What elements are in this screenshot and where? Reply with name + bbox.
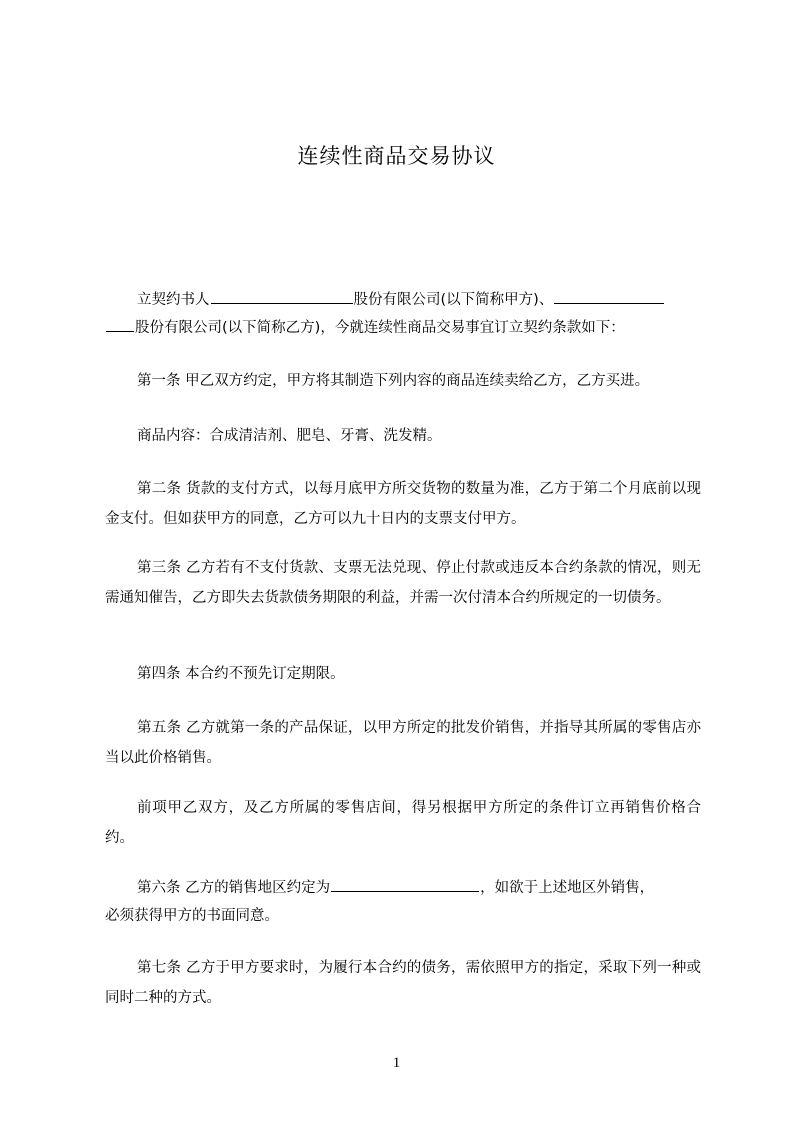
article-5-note: 前项甲乙双方，及乙方所属的零售店间，得另根据甲方所定的条件订立再销售价格合约。 xyxy=(105,800,701,846)
party-b-blank-1 xyxy=(554,289,664,304)
intro-part-1: 立契约书人 xyxy=(137,292,210,308)
article-6-part-1: 第六条 乙方的销售地区约定为 xyxy=(137,880,331,896)
document-title: 连续性商品交易协议 xyxy=(297,144,496,168)
intro-line-2 xyxy=(105,313,701,343)
article-2: 第二条 货款的支付方式，以每月底甲方所交货物的数量为准，乙方于第二个月底前以现金支付。但如获甲方的同意，乙方可以九十日内的支票支付甲方。 xyxy=(105,481,701,527)
article-4: 第四条 本合约不预先订定期限。 xyxy=(137,666,345,682)
goods-content: 商品内容：合成清洁剂、肥皂、牙膏、洗发精。 xyxy=(137,428,442,444)
party-a-blank xyxy=(211,289,353,304)
party-b-blank-2 xyxy=(106,317,134,332)
article-6-line-1 xyxy=(105,873,701,903)
page-number: 1 xyxy=(392,1055,401,1071)
intro-line-1 xyxy=(105,285,701,315)
article-6-part-2a: ，如欲于上述地区外销售， xyxy=(480,880,655,896)
intro-part-2: 股份有限公司(以下简称甲方)、 xyxy=(353,292,554,308)
article-6-line-2: 必须获得甲方的书面同意。 xyxy=(105,908,279,924)
article-5: 第五条 乙方就第一条的产品保证，以甲方所定的批发价销售，并指导其所属的零售店亦当以此价格销售。 xyxy=(105,720,701,766)
article-1: 第一条 甲乙双方约定，甲方将其制造下列内容的商品连续卖给乙方，乙方买进。 xyxy=(137,373,650,389)
sales-region-blank xyxy=(331,877,479,892)
article-7: 第七条 乙方于甲方要求时，为履行本合约的债务，需依照甲方的指定，采取下列一种或同时二种的方式。 xyxy=(105,960,701,1006)
article-3: 第三条 乙方若有不支付货款、支票无法兑现、停止付款或违反本合约条款的情况，则无需通知催告，乙方即失去货款债务期限的利益，并需一次付清本合约所规定的一切债务。 xyxy=(105,560,701,606)
intro-part-3: 股份有限公司(以下简称乙方)，今就连续性商品交易事宜订立契约条款如下： xyxy=(135,320,625,336)
